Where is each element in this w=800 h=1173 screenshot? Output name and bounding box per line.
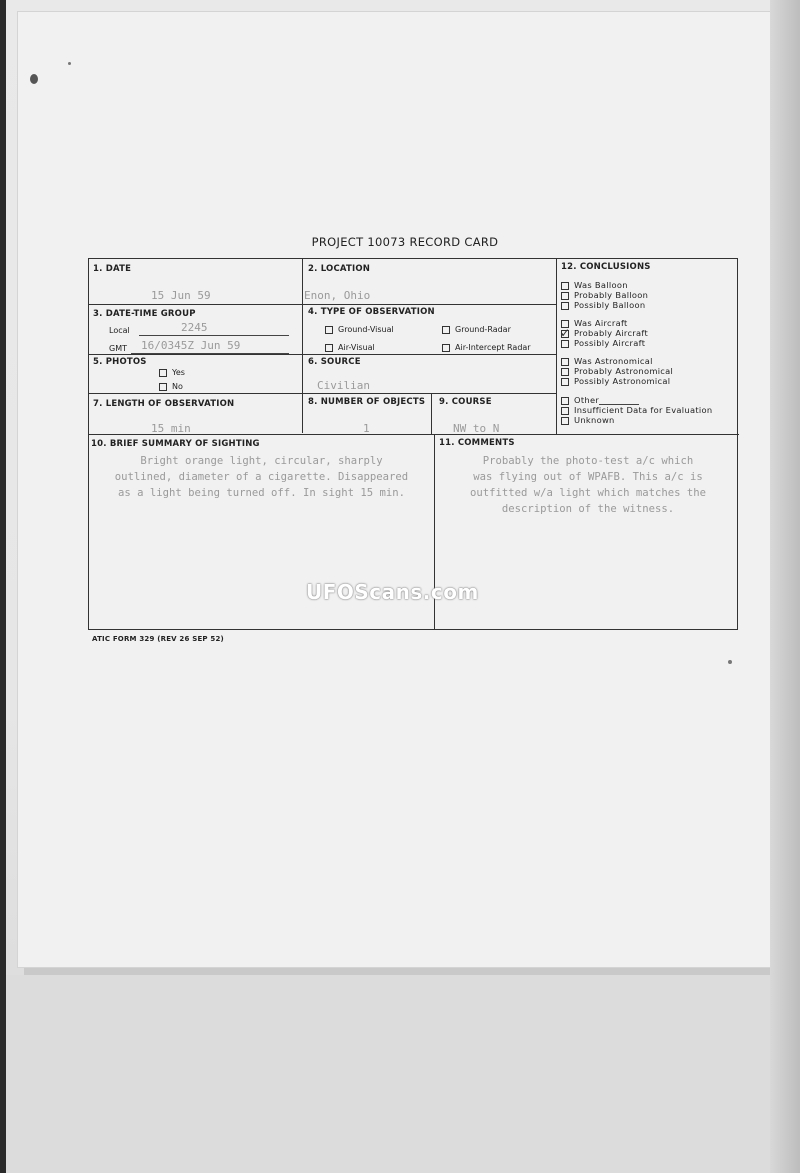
source-label: 6. SOURCE [308,357,361,367]
num-objects-value: 1 [363,422,370,435]
comments-line: description of the witness. [501,503,675,515]
divider-col-mid [302,259,303,433]
card-title: PROJECT 10073 RECORD CARD [311,235,499,249]
conclusion-possibly-astronomical[interactable]: Possibly Astronomical [561,376,670,386]
dtg-gmt-label: GMT [109,344,127,353]
comments-line: outfitted w/a light which matches the [470,487,706,499]
option-ground-visual[interactable]: Ground-Visual [325,325,394,334]
course-value: NW to N [453,422,500,435]
location-label: 2. LOCATION [308,264,371,274]
comments-line: was flying out of WPAFB. This a/c is [473,471,703,483]
divider-col-conclusions [556,259,557,435]
checkbox-icon [561,340,569,348]
checkbox-icon [561,358,569,366]
checkbox-icon [561,282,569,290]
date-label: 1. DATE [93,264,132,274]
checkbox-icon [442,326,450,334]
conclusion-possibly-balloon[interactable]: Possibly Balloon [561,300,645,310]
checkbox-icon [561,302,569,310]
checkbox-icon [561,397,569,405]
scan-edge-right [770,0,800,1173]
summary-label: 10. BRIEF SUMMARY OF SIGHTING [91,439,260,449]
dtg-gmt-value: 16/0345Z Jun 59 [141,339,241,352]
course-label: 9. COURSE [439,397,492,407]
photos-no[interactable]: No [159,382,183,391]
conclusion-insufficient-data[interactable]: Insufficient Data for Evaluation [561,405,712,415]
checkbox-icon [561,292,569,300]
photos-yes[interactable]: Yes [159,368,185,377]
dtg-local-line [139,335,289,336]
option-air-intercept-radar[interactable]: Air-Intercept Radar [442,343,531,352]
divider-row-2 [89,354,556,355]
dtg-local-label: Local [109,326,130,335]
watermark: UFOScans.com [306,580,479,604]
observation-type-label: 4. TYPE OF OBSERVATION [308,307,435,317]
divider-row-1 [89,304,556,305]
conclusion-other[interactable]: Other [561,395,599,405]
conclusion-probably-aircraft[interactable]: Probably Aircraft [561,328,648,338]
conclusion-was-balloon[interactable]: Was Balloon [561,280,628,290]
summary-text [89,453,434,501]
conclusion-was-astronomical[interactable]: Was Astronomical [561,356,653,366]
source-value: Civilian [317,379,370,392]
dtg-label: 3. DATE-TIME GROUP [93,309,196,319]
checkbox-icon [159,383,167,391]
option-ground-radar[interactable]: Ground-Radar [442,325,511,334]
conclusions-label: 12. CONCLUSIONS [561,262,651,272]
option-air-visual[interactable]: Air-Visual [325,343,375,352]
length-value: 15 min [151,422,191,435]
comments-text [439,453,737,517]
checkbox-icon [561,417,569,425]
ink-speck [728,660,732,664]
dtg-local-value: 2245 [181,321,208,334]
divider-row-3 [89,393,556,394]
record-card [88,258,738,630]
summary-line: as a light being turned off. In sight 15 min. [117,487,405,499]
divider-course [431,393,432,434]
conclusion-probably-astronomical[interactable]: Probably Astronomical [561,366,673,376]
summary-line: outlined, diameter of a cigarette. Disappeared [114,471,409,483]
conclusion-possibly-aircraft[interactable]: Possibly Aircraft [561,338,645,348]
conclusion-was-aircraft[interactable]: Was Aircraft [561,318,628,328]
checkbox-icon [561,407,569,415]
num-objects-label: 8. NUMBER OF OBJECTS [308,397,426,407]
checkmark-icon: ✓ [560,326,571,340]
ink-speck [30,74,38,84]
summary-line: Bright orange light, circular, sharply [140,455,383,467]
checkbox-icon [561,378,569,386]
length-label: 7. LENGTH OF OBSERVATION [93,399,235,409]
conclusion-unknown[interactable]: Unknown [561,415,615,425]
form-identifier: ATIC FORM 329 (REV 26 SEP 52) [92,635,224,643]
scan-edge-left [0,0,6,1173]
photos-label: 5. PHOTOS [93,357,147,367]
checkbox-icon [159,369,167,377]
comments-label: 11. COMMENTS [439,438,515,448]
comments-line: Probably the photo-test a/c which [482,455,694,467]
dtg-gmt-line [131,353,289,354]
checkbox-icon [442,344,450,352]
location-value: Enon, Ohio [304,289,371,302]
conclusion-probably-balloon[interactable]: Probably Balloon [561,290,648,300]
checkbox-icon [561,368,569,376]
lower-sheet [0,975,800,1173]
date-value: 15 Jun 59 [151,289,211,302]
checkbox-icon [325,326,333,334]
checkbox-icon [325,344,333,352]
ink-speck [68,62,71,65]
